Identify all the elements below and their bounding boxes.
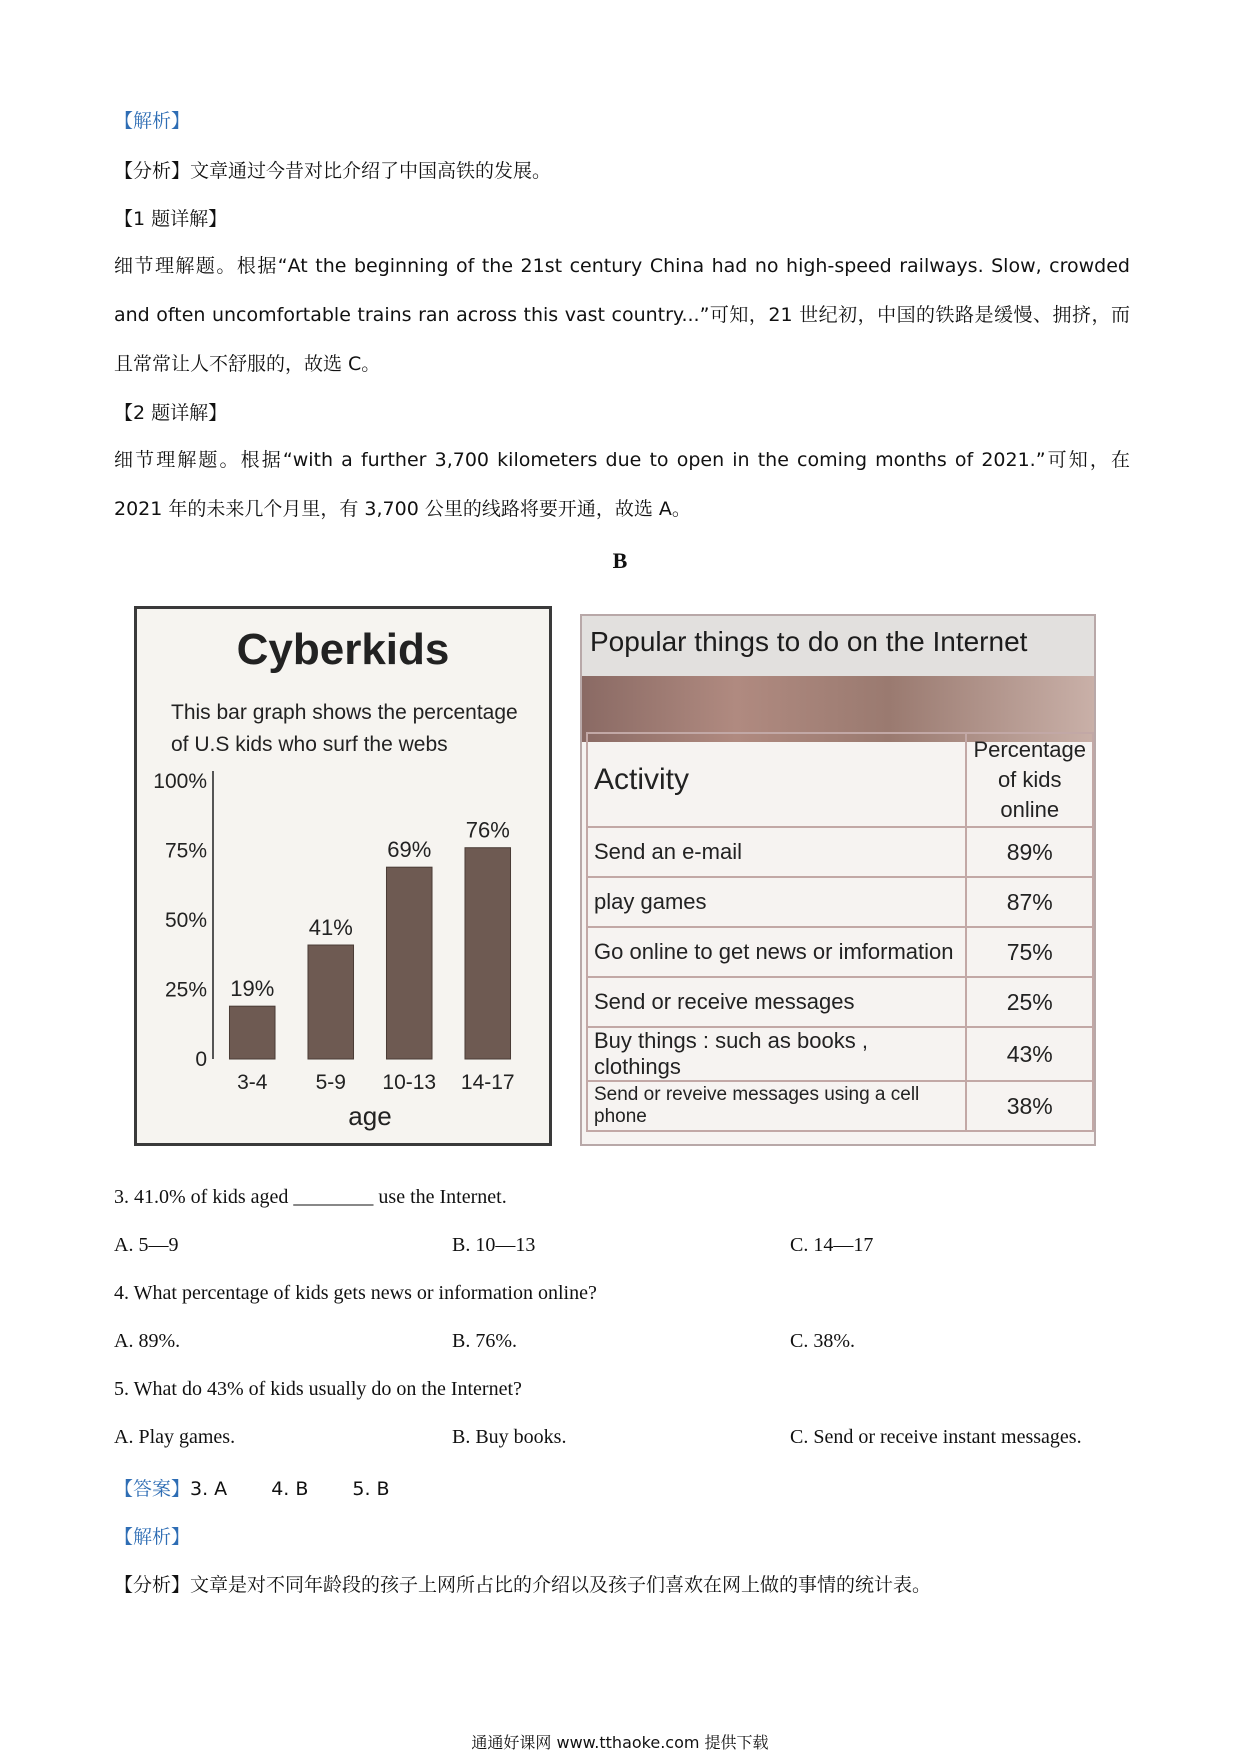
analysis-line (114, 156, 551, 183)
x-tick-label: 3-4 (237, 1071, 268, 1094)
analysis-label-2: 【分析】 (114, 1574, 191, 1596)
percent-cell: 87% (966, 877, 1093, 927)
percent-cell: 38% (966, 1081, 1093, 1131)
analysis-label: 【分析】 (114, 160, 191, 182)
percent-cell: 75% (966, 927, 1093, 977)
y-tick-label: 0 (195, 1048, 207, 1071)
question-5-option-c: C. Send or receive instant messages. (790, 1426, 1082, 1448)
bar-value-label: 19% (230, 976, 275, 1002)
question-4-option-c: C. 38%. (790, 1330, 855, 1352)
analysis-heading: 【解析】 (114, 110, 191, 132)
q1-text: 细节理解题。根据“At the beginning of the 21st century China had no high-speed railways. Slow, crowded and often uncomfortable trains ran across this vast country...”可知，21 世纪初，中国的铁路是缓慢、拥挤，而且常常让人不舒服的，故选 C。 (114, 255, 1130, 375)
bar (308, 945, 354, 1059)
q2-text: 细节理解题。根据“with a further 3,700 kilometers due to open in the coming months of 2021.”可知，在 2021 年的未来几个月里，有 3,700 公里的线路将要开通，故选 A。 (114, 449, 1130, 520)
question-4-stem: 4. What percentage of kids gets news or information online? (114, 1282, 597, 1304)
table-row (587, 827, 1093, 877)
bar (229, 1006, 275, 1059)
activities-table-panel (580, 614, 1096, 1146)
question-5-option-a: A. Play games. (114, 1426, 236, 1448)
table-row (587, 927, 1093, 977)
chart-title: Cyberkids (236, 625, 450, 674)
question-3-option-b: B. 10—13 (452, 1234, 536, 1256)
activity-cell: Send or reveive messages using a cell phone (587, 1081, 966, 1131)
analysis-text-2: 文章是对不同年龄段的孩子上网所占比的介绍以及孩子们喜欢在网上做的事情的统计表。 (190, 1574, 932, 1596)
bar-value-label: 41% (308, 915, 353, 941)
answer-4: 4. B (271, 1478, 309, 1500)
x-tick-label: 10-13 (382, 1071, 437, 1094)
table-row (587, 1081, 1093, 1131)
x-tick-label: 14-17 (460, 1071, 515, 1094)
y-tick-label: 100% (153, 770, 207, 793)
y-tick-label: 75% (164, 839, 207, 863)
percent-cell: 43% (966, 1027, 1093, 1081)
question-4-option-b: B. 76%. (452, 1330, 517, 1352)
col-activity-header: Activity (587, 733, 966, 827)
cyberkids-chart-panel (134, 606, 552, 1146)
question-3-option-c: C. 14—17 (790, 1234, 874, 1256)
table-row (587, 977, 1093, 1027)
activity-cell: Buy things : such as books , clothings (587, 1027, 966, 1081)
table-title: Popular things to do on the Internet (590, 626, 1028, 657)
footer-text: 通通好课网 www.tthaoke.com 提供下载 (471, 1733, 769, 1752)
chart-subtitle: This bar graph shows the percentage of U.S kids who surf the webs (171, 701, 518, 756)
question-5-option-b: B. Buy books. (452, 1426, 567, 1448)
table-row (587, 1027, 1093, 1081)
q2-heading: 【2 题详解】 (114, 402, 228, 424)
x-tick-label: 5-9 (315, 1071, 346, 1094)
x-axis-label: age (348, 1101, 392, 1131)
bar-value-label: 76% (465, 817, 510, 843)
answer-5: 5. B (352, 1478, 390, 1500)
bar (465, 848, 511, 1059)
activity-cell: Go online to get news or imformation (587, 927, 966, 977)
activity-cell: Send or receive messages (587, 977, 966, 1027)
bar-value-label: 69% (387, 837, 432, 863)
table-title-bar (582, 616, 1094, 676)
q1-heading: 【1 题详解】 (114, 208, 228, 230)
y-tick-label: 50% (164, 909, 207, 932)
section-label: B (612, 548, 628, 573)
y-tick-label: 25% (164, 978, 207, 1002)
question-3-stem: 3. 41.0% of kids aged ________ use the Internet. (114, 1186, 507, 1208)
answer-line (114, 1474, 390, 1501)
activities-table (586, 732, 1094, 1132)
analysis-line-2 (114, 1570, 931, 1597)
percent-cell: 25% (966, 977, 1093, 1027)
table-header-row (587, 733, 1093, 827)
question-4-option-a: A. 89%. (114, 1330, 181, 1352)
table-row (587, 877, 1093, 927)
answer-label: 【答案】 (114, 1478, 191, 1500)
activity-cell: play games (587, 877, 966, 927)
question-5-stem: 5. What do 43% of kids usually do on the Internet? (114, 1378, 522, 1400)
percent-cell: 89% (966, 827, 1093, 877)
bar-chart (137, 609, 549, 1143)
analysis-heading-2: 【解析】 (114, 1526, 191, 1548)
answer-3: 3. A (190, 1478, 228, 1500)
activity-cell: Send an e-mail (587, 827, 966, 877)
bar (386, 867, 432, 1059)
analysis-text: 文章通过今昔对比介绍了中国高铁的发展。 (190, 160, 552, 182)
col-percent-header: Percentage of kids online (966, 733, 1093, 827)
question-3-option-a: A. 5—9 (114, 1234, 179, 1256)
